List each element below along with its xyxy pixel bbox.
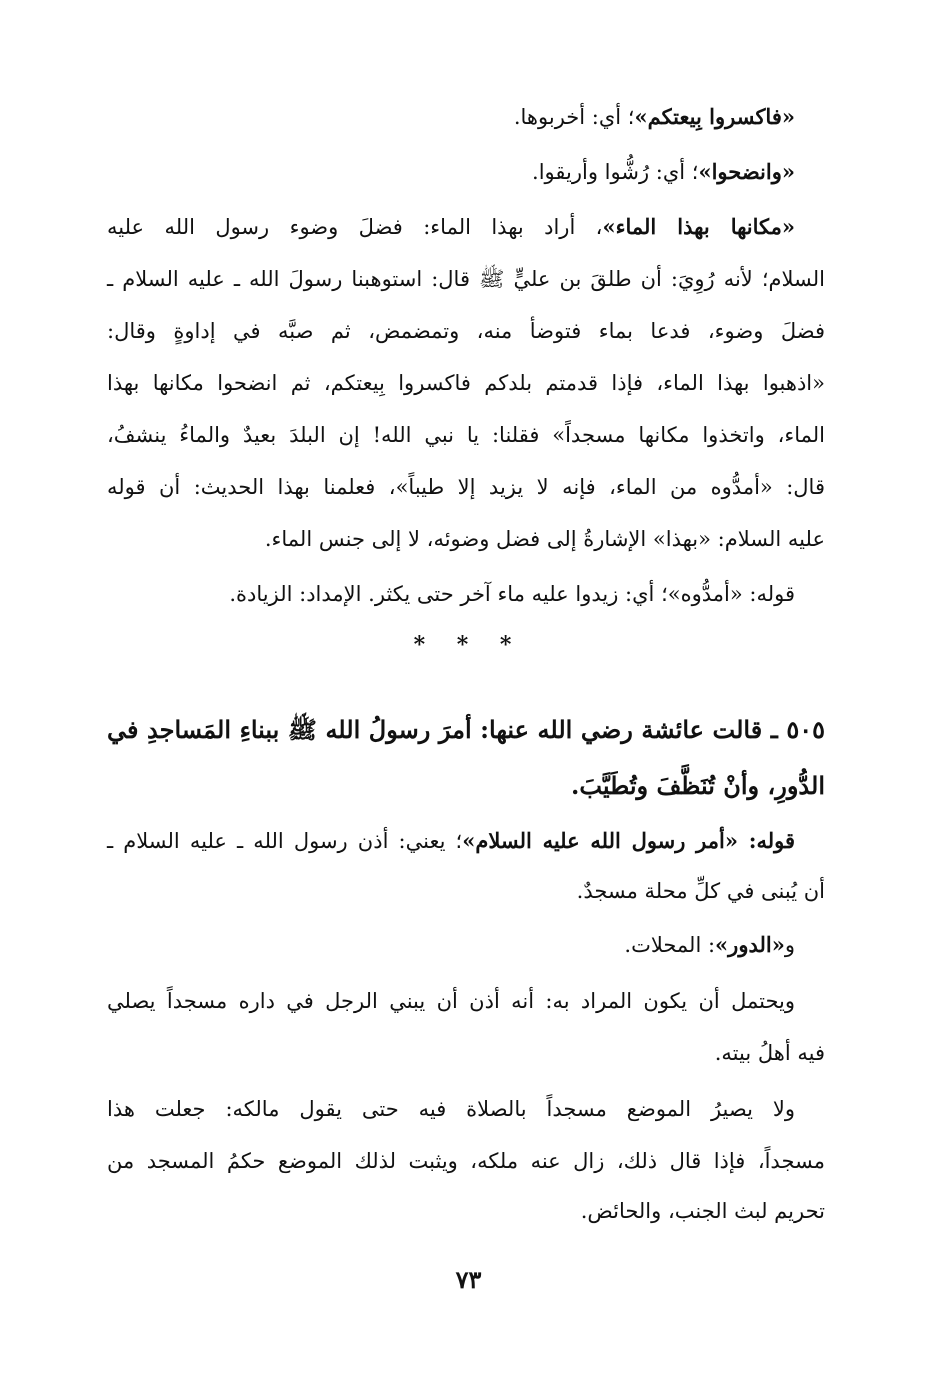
term-break-churches: «فاكسروا بِيعتكم» [634, 104, 795, 129]
term-sprinkle: «وانضحوا» [698, 159, 795, 184]
comment1-line1: قوله: «أمر رسول الله عليه السلام»؛ يعني: أذن رسول الله ـ عليه السلام ـ [107, 828, 795, 853]
note-sprinkle: «وانضحوا»؛ أي: رُشُّوا وأريقوا. [532, 159, 795, 184]
comment4-line3: تحريم لبث الجنب، والحائض. [580, 1199, 825, 1223]
para1-line1: «مكانها بهذا الماء»، أراد بهذا الماء: فضلَ وضوء رسول الله عليه [107, 214, 795, 239]
term-its-place: «مكانها بهذا الماء» [602, 214, 795, 239]
comment4-line2: مسجداً، فإذا قال ذلك، زال عنه ملكه، ويثبت لذلك الموضع حكمُ المسجد من [107, 1149, 825, 1173]
hadith-line1: ٥٠٥ ـ قالت عائشة رضي الله عنها: أمرَ رسولُ الله ﷺ ببناءِ المَساجدِ في [107, 715, 825, 744]
para1-line7: عليه السلام: «بهذا» الإشارةُ إلى فضل وضوئه، لا إلى جنس الماء. [264, 527, 825, 551]
term-commanded: قوله: «أمر رسول الله عليه السلام» [462, 828, 795, 853]
para1-line3: فضلَ وضوء، فدعا بماء فتوضأ منه، وتمضمض، ثم صبَّه في إداوةٍ وقال: [107, 319, 825, 343]
para1-line5: الماء، واتخذوا مكانها مسجداً» فقلنا: يا نبي الله! إن البلدَ بعيدٌ والماءُ ينشفُ، [107, 423, 825, 447]
note-increase: قوله: «أمدُّوه»؛ أي: زيدوا عليه ماء آخر حتى يكثر. الإمداد: الزيادة. [229, 582, 795, 606]
page-number: ٧٣ [455, 1265, 482, 1294]
note-break-churches: «فاكسروا بِيعتكم»؛ أي: أخربوها. [513, 104, 795, 129]
hadith-line2: الدُّورِ، وأنْ تُنَظَّفَ وتُطَيَّبَ. [570, 771, 825, 800]
comment3-line2: فيه أهلُ بيته. [714, 1041, 825, 1065]
comment2: و«الدور»: المحلات. [624, 932, 795, 957]
para1-line4: «اذهبوا بهذا الماء، فإذا قدمتم بلدكم فاكسروا بِيعتكم، ثم انضحوا مكانها بهذا [107, 371, 825, 395]
section-separator: * * * [413, 632, 524, 658]
term-houses: «الدور» [715, 932, 785, 957]
comment3-line1: ويحتمل أن يكون المراد به: أنه أذن أن يبني الرجل في داره مسجداً يصلي [107, 989, 795, 1013]
para1-line2: السلام؛ لأنه رُوِيَ: أن طلقَ بن عليٍّ ﷺ قال: استوهبنا رسولَ الله ـ عليه السلام ـ [107, 267, 825, 291]
comment1-line2: أن يُبنى في كلِّ محلة مسجدٌ. [576, 879, 825, 903]
para1-line6: قال: «أمدُّوه من الماء، فإنه لا يزيد إلا طيباً»، فعلمنا بهذا الحديث: أن قوله [107, 475, 825, 499]
comment4-line1: ولا يصيرُ الموضع مسجداً بالصلاة فيه حتى يقول مالكه: جعلت هذا [107, 1097, 795, 1121]
